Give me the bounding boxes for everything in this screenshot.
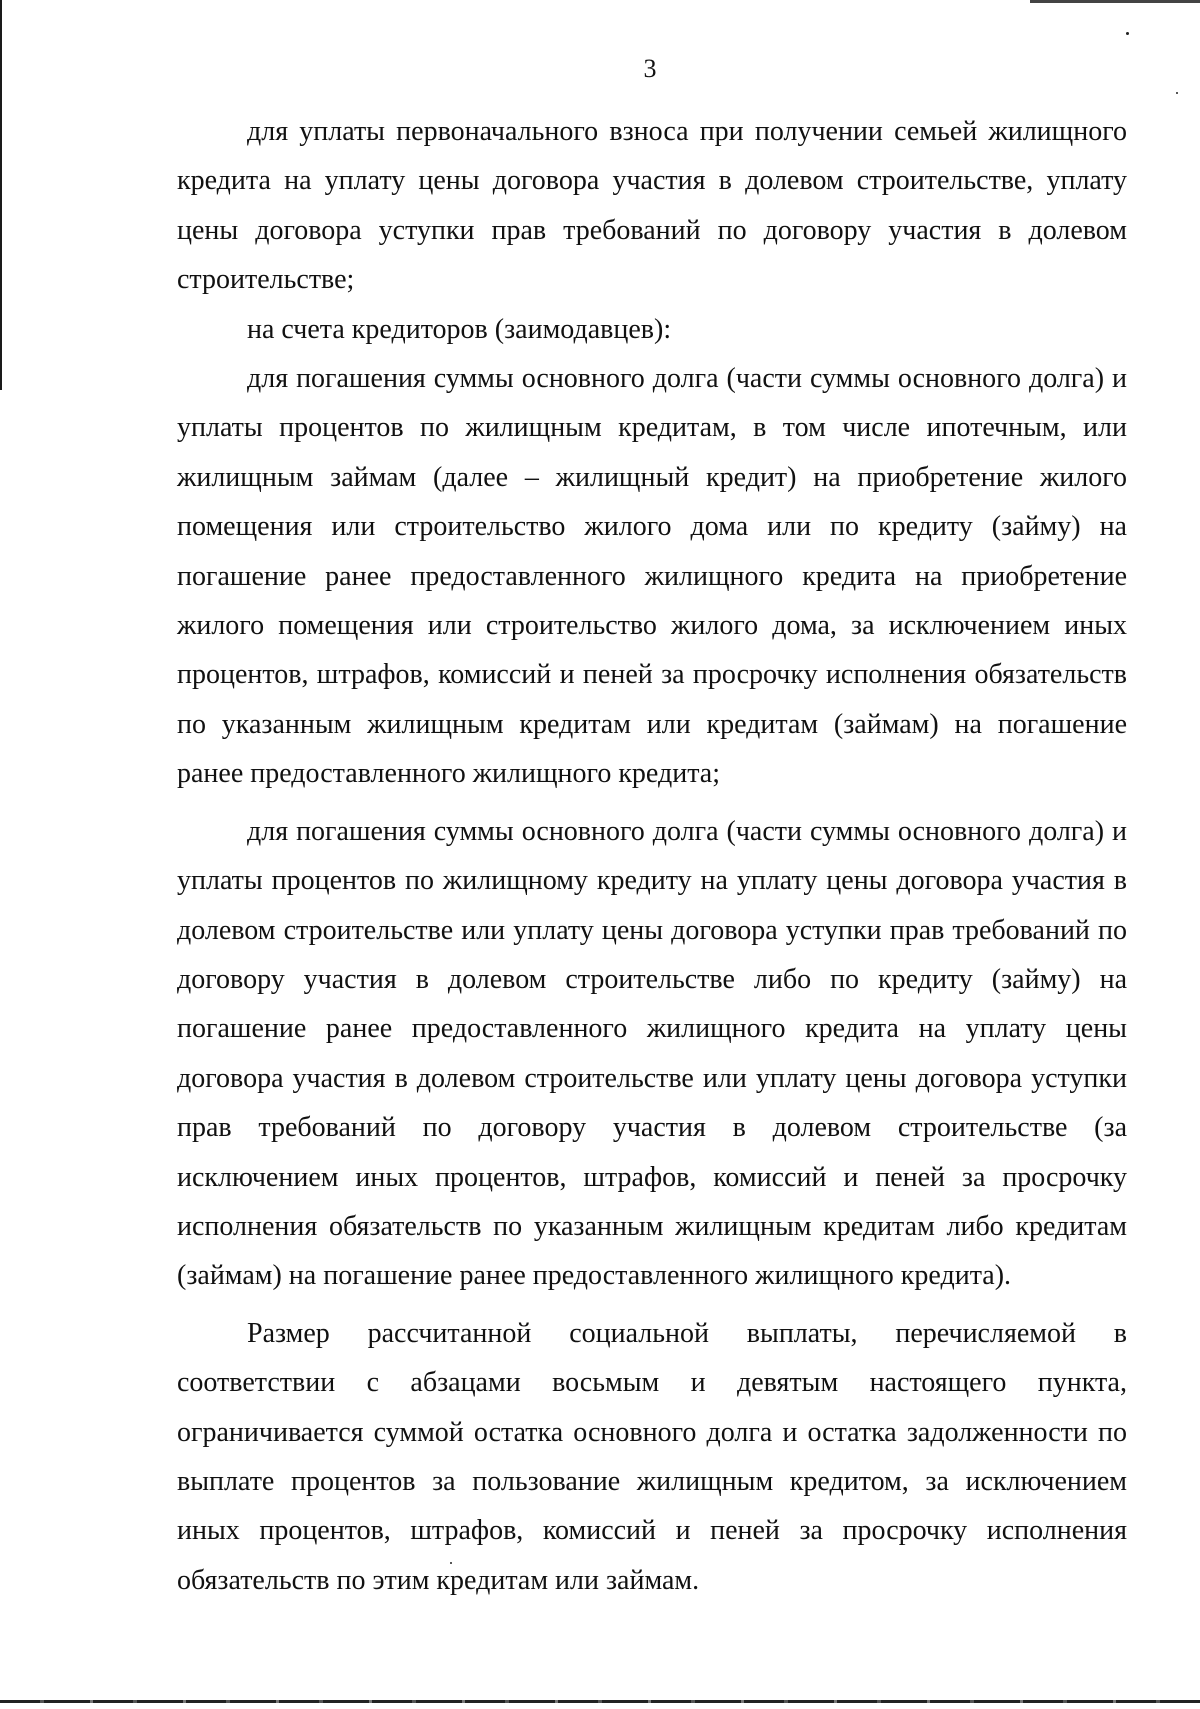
scan-edge-bottom xyxy=(0,1700,1200,1703)
scan-edge-top xyxy=(1030,0,1200,3)
paragraph-shared-construction-loan: для погашения суммы основного долга (части суммы основного долга) и уплаты процентов по жилищному кредиту на уплату цены договора участия в долевом строительстве или уплату цены договора уступки прав требований по договору участия в долевом строительстве либо по кредиту (займу) на погашение ранее предоставленного жилищного кредита на уплату цены договора участия в долевом строительстве или уплату цены договора уступки прав требований по договору участия в долевом строительстве (за исключением иных процентов, штрафов, комиссий и пеней за просрочку исполнения обязательств по указанным жилищным кредитам либо кредитам (займам) на погашение ранее предоставленного жилищного кредита). xyxy=(177,815,1127,1292)
paragraph-creditor-accounts: на счета кредиторов (заимодавцев): xyxy=(247,313,672,345)
scan-edge-left xyxy=(0,0,2,390)
document-body xyxy=(177,107,1127,1605)
paragraph-housing-loan-repayment: для погашения суммы основного долга (части суммы основного долга) и уплаты процентов по жилищным кредитам, в том числе ипотечным, или жилищным займам (далее – жилищный кредит) на приобретение жилого помещения или строительство жилого дома или по кредиту (займу) на погашение ранее предоставленного жилищного кредита на приобретение жилого помещения или строительство жилого дома, за исключением иных процентов, штрафов, комиссий и пеней за просрочку исполнения обязательств по указанным жилищным кредитам или кредитам (займам) на погашение ранее предоставленного жилищного кредита; xyxy=(177,363,1127,790)
scan-speck xyxy=(1126,32,1129,35)
paragraph-payment-limit: Размер рассчитанной социальной выплаты, перечисляемой в соответствии с абзацами восьмым и девятым настоящего пункта, ограничивается суммой остатка основного долга и остатка задолженности по выплате процентов за пользование жилищным кредитом, за исключением иных процентов, штрафов, комиссий и пеней за просрочку исполнения обязательств по этим кредитам или займам. xyxy=(177,1317,1127,1596)
paragraph-down-payment: для уплаты первоначального взноса при получении семьей жилищного кредита на уплату цены договора участия в долевом строительстве, уплату цены договора уступки прав требований по договору участия в долевом строительстве; xyxy=(177,116,1127,296)
page-number: 3 xyxy=(643,54,657,83)
scan-speck xyxy=(1176,92,1178,94)
